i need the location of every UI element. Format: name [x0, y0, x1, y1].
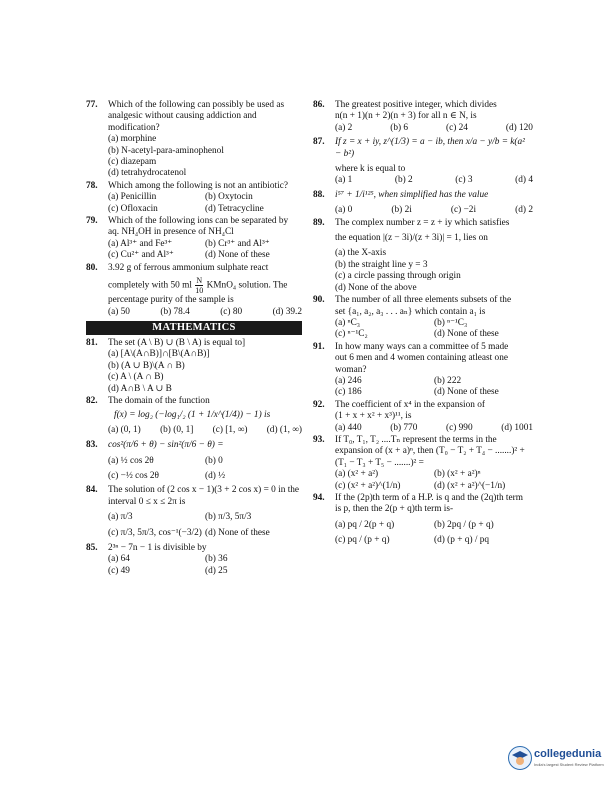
question-82: 82. The domain of the function f(x) = log₂ (−log₁/₂ (1 + 1/x^(1/4)) − 1) is (a) (0, 1) (b) (0, 1] (c) [1, ∞) (d) (1, ∞) — [86, 395, 302, 435]
option-a: (a) 50 — [108, 306, 130, 317]
option-a: (a) 2 — [335, 122, 353, 133]
question-91: 91. In how many ways can a committee of 5 made out 6 men and 4 women containing atleast one woman? (a) 246 (b) 222 (c) 186 (d) None of these — [313, 342, 533, 399]
question-92: 92. The coefficient of x⁴ in the expansion of (1 + x + x² + x³)¹¹, is (a) 440 (b) 770 (c) 990 (d) 1001 — [313, 399, 533, 433]
option-a: (a) 440 — [335, 422, 362, 433]
option-b: (b) N-acetyl-para-aminophenol — [108, 145, 224, 156]
question-number: 81. — [86, 337, 98, 348]
option-d: (d) 25 — [205, 565, 228, 576]
option-c: (c) 3 — [455, 175, 473, 186]
option-d: (d) None of these — [205, 250, 270, 261]
question-81: 81. The set (A \ B) ∪ (B \ A) is equal to] (a) [A\(A∩B)]∩[B\(A∩B)] (b) (A ∪ B)\(A ∩ B) (c) A \ (A ∩ B) (d) A∩B \ A ∪ B — [86, 338, 302, 395]
option-c: (c) Ofloxacin — [108, 203, 158, 214]
option-b: (b) Oxytocin — [205, 192, 253, 203]
option-b: (b) ⁿ⁻¹C₃ — [434, 317, 468, 328]
question-89: 89. The complex number z = z + iy which satisfies the equation |(z − 3i)/(z + 3i)| = 1, lies on (a) the X-axis (b) the straight line y = 3 (c) a circle passing through origin (d) None of the above — [313, 218, 533, 294]
option-c: (c) −2i — [450, 205, 477, 216]
option-c: (c) a circle passing through origin — [335, 271, 461, 282]
question-number: 90. — [313, 295, 325, 306]
question-number: 85. — [86, 543, 98, 553]
option-b: (b) the straight line y = 3 — [335, 259, 428, 270]
option-b: (b) 222 — [434, 375, 462, 386]
option-a: (a) π/3 — [108, 512, 133, 523]
option-c: (c) 186 — [335, 387, 362, 398]
option-a: (a) 0 — [335, 205, 353, 216]
option-c: (c) A \ (A ∩ B) — [108, 372, 164, 383]
option-a: (a) Penicillin — [108, 192, 157, 203]
question-number: 89. — [313, 217, 325, 228]
option-d: (d) A∩B \ A ∪ B — [108, 383, 172, 394]
question-94: 94. If the (2p)th term of a H.P. is q and the (2q)th term is p, then the 2(p + q)th term is- (a) pq / 2(p + q) (b) 2pq / (p + q) (c) pq / (p + q) (d) (p + q) / pq — [313, 493, 533, 547]
question-87: 87. If z = x + iy, z^(1/3) = a − ib, then x/a − y/b = k(a² − b²) where k is equal to (a) 1 (b) 2 (c) 3 (d) 4 — [313, 137, 533, 186]
left-column — [86, 100, 302, 578]
option-d: (d) ½ — [205, 470, 226, 481]
question-83 — [86, 440, 302, 482]
question-number: 94. — [313, 493, 325, 503]
option-c: (c) ⁿ⁻¹C₂ — [335, 329, 368, 340]
option-a: (a) the X-axis — [335, 248, 387, 259]
option-b: (b) 36 — [205, 554, 228, 565]
option-b: (b) 0 — [205, 455, 223, 466]
option-a: (a) 246 — [335, 375, 362, 386]
option-a: (a) 1 — [335, 175, 353, 186]
question-77: 77. Which of the following can possibly be used as analgesic without causing addiction and modification? (a) morphine (b) N-acetyl-para-aminophenol (c) diazepam (d) tetrahydrocatenol — [86, 100, 302, 180]
option-d: (d) (1, ∞) — [266, 424, 302, 435]
collegedunia-logo[interactable] — [500, 744, 612, 784]
option-c: (c) π/3, 5π/3, cos⁻¹(−3/2) — [108, 527, 202, 538]
option-d: (d) None of these — [434, 329, 499, 340]
option-c: (c) 990 — [446, 422, 473, 433]
option-b: (b) 2i — [391, 205, 412, 216]
option-d: (d) 4 — [515, 175, 533, 186]
option-c: (c) 80 — [220, 306, 243, 317]
option-c: (c) −½ cos 2θ — [108, 470, 160, 481]
question-number: 82. — [86, 395, 98, 406]
option-d: (d) 1001 — [501, 422, 533, 433]
option-a: (a) pq / 2(p + q) — [335, 519, 395, 530]
option-a: (a) 64 — [108, 554, 130, 565]
option-a: (a) ⁿC₃ — [335, 317, 361, 328]
option-d: (d) (x² + a²)^(−1/n) — [434, 480, 506, 491]
option-d: (d) 120 — [505, 122, 533, 133]
option-b: (b) 770 — [390, 422, 418, 433]
question-85: 85. 2³ⁿ − 7n − 1 is divisible by (a) 64 (b) 36 (c) 49 (d) 25 — [86, 543, 302, 577]
option-c: (c) diazepam — [108, 157, 157, 168]
option-b: (b) (0, 1] — [160, 424, 194, 435]
normality-fraction: $\frac{N}{10}$ — [195, 276, 204, 296]
option-b: (b) (A ∪ B)\(A ∩ B) — [108, 360, 185, 371]
question-number: 91. — [313, 341, 325, 352]
question-78: 78. Which among the following is not an antibiotic? (a) Penicillin (b) Oxytocin (c) Ofloxacin (d) Tetracycline — [86, 181, 302, 215]
question-number: 77. — [86, 100, 98, 110]
option-c: (c) [1, ∞) — [212, 424, 248, 435]
option-b: (b) 78.4 — [160, 306, 190, 317]
option-a: (a) (x² + a²) — [335, 469, 379, 480]
question-number: 79. — [86, 216, 98, 227]
option-b: (b) Cr³⁺ and Al³⁺ — [205, 238, 270, 249]
option-d: (d) None of these — [205, 527, 270, 538]
right-column — [313, 100, 533, 548]
option-b: (b) 2 — [394, 175, 413, 186]
option-d: (d) Tetracycline — [205, 203, 264, 214]
option-d: (d) None of the above — [335, 282, 417, 293]
option-b: (b) 2pq / (p + q) — [434, 519, 494, 530]
question-79: 79. Which of the following ions can be separated by aq. NH₄OH in presence of NH₄Cl (a) Al³⁺ and Fe³⁺ (b) Cr³⁺ and Al³⁺ (c) Cu²⁺ and Al³⁺ (d) None of these — [86, 216, 302, 262]
option-d: (d) 39.2 — [272, 306, 302, 317]
question-number: 92. — [313, 399, 325, 410]
option-a: (a) ½ cos 2θ — [108, 455, 154, 466]
option-c: (c) 24 — [445, 122, 468, 133]
option-b: (b) 6 — [390, 122, 409, 133]
question-number: 80. — [86, 262, 98, 273]
option-a: (a) (0, 1) — [108, 424, 141, 435]
option-d: (d) (p + q) / pq — [434, 535, 490, 546]
option-a: (a) morphine — [108, 134, 157, 145]
domain-function: f(x) = log₂ (−log₁/₂ (1 + 1/x^(1/4)) − 1) is — [114, 410, 271, 421]
question-number: 86. — [313, 100, 325, 110]
question-number: 87. — [313, 137, 325, 148]
question-number: 83. — [86, 440, 98, 451]
option-d: (d) 2 — [515, 205, 533, 216]
option-a: (a) Al³⁺ and Fe³⁺ — [108, 238, 173, 249]
question-80: 80. 3.92 g of ferrous ammonium sulphate react completely with 50 ml $\frac{N}{10}$ KMnO₄ solution. The percentage purity of the sample is (a) 50 (b) 78.4 (c) 80 (d) 39.2 — [86, 262, 302, 317]
question-86: 86. The greatest positive integer, which divides n(n + 1)(n + 2)(n + 3) for all n ∈ N, is (a) 2 (b) 6 (c) 24 (d) 120 — [313, 100, 533, 133]
option-d: (d) tetrahydrocatenol — [108, 168, 187, 179]
trig-expression: cos²(π/6 + θ) − sin²(π/6 − θ) = — [108, 440, 224, 451]
question-number: 93. — [313, 434, 325, 445]
option-d: (d) None of these — [434, 387, 499, 398]
option-c: (c) (x² + a²)^(1/n) — [335, 480, 401, 491]
question-90: 90. The number of all three elements subsets of the set {a₁, a₂, a₃ . . . aₙ} which contain a₁ is (a) ⁿC₃ (b) ⁿ⁻¹C₃ (c) ⁿ⁻¹C₂ (d) None of these — [313, 295, 533, 341]
question-number: 88. — [313, 189, 325, 200]
option-c: (c) pq / (p + q) — [335, 535, 390, 546]
question-number: 84. — [86, 485, 98, 496]
graduate-icon — [508, 746, 532, 770]
logo-tagline: India's largest Student Review Platform — [534, 762, 604, 767]
option-a: (a) [A\(A∩B)]∩[B\(A∩B)] — [108, 349, 210, 360]
option-c: (c) Cu²⁺ and Al³⁺ — [108, 250, 174, 261]
option-c: (c) 49 — [108, 565, 130, 576]
question-number: 78. — [86, 180, 98, 191]
option-b: (b) (x² + a²)ⁿ — [434, 469, 481, 480]
question-84: 84. The solution of (2 cos x − 1)(3 + 2 cos x) = 0 in the interval 0 ≤ x ≤ 2π is (a) π/3 (b) π/3, 5π/3 (c) π/3, 5π/3, cos⁻¹(−3/2) (d) None of these — [86, 485, 302, 539]
question-93: 93. If T₀, T₁, T₂ ....Tₙ represent the terms in the expansion of (x + a)ⁿ, then (T₀ − T₂ + T₄ − .......)² + (T₁ − T₃ + T₅ − .......)² = (a) (x² + a²) (b) (x² + a²)ⁿ (c) (x² + a²)^(1/n) (d) (x² + a²)^(−1/n) — [313, 435, 533, 492]
section-heading: MATHEMATICS — [86, 321, 302, 335]
option-b: (b) π/3, 5π/3 — [205, 512, 252, 523]
logo-name: collegedunia — [534, 748, 602, 760]
question-88: 88. i⁵⁷ + 1/i¹²⁵, when simplified has the value (a) 0 (b) 2i (c) −2i (d) 2 — [313, 189, 533, 216]
